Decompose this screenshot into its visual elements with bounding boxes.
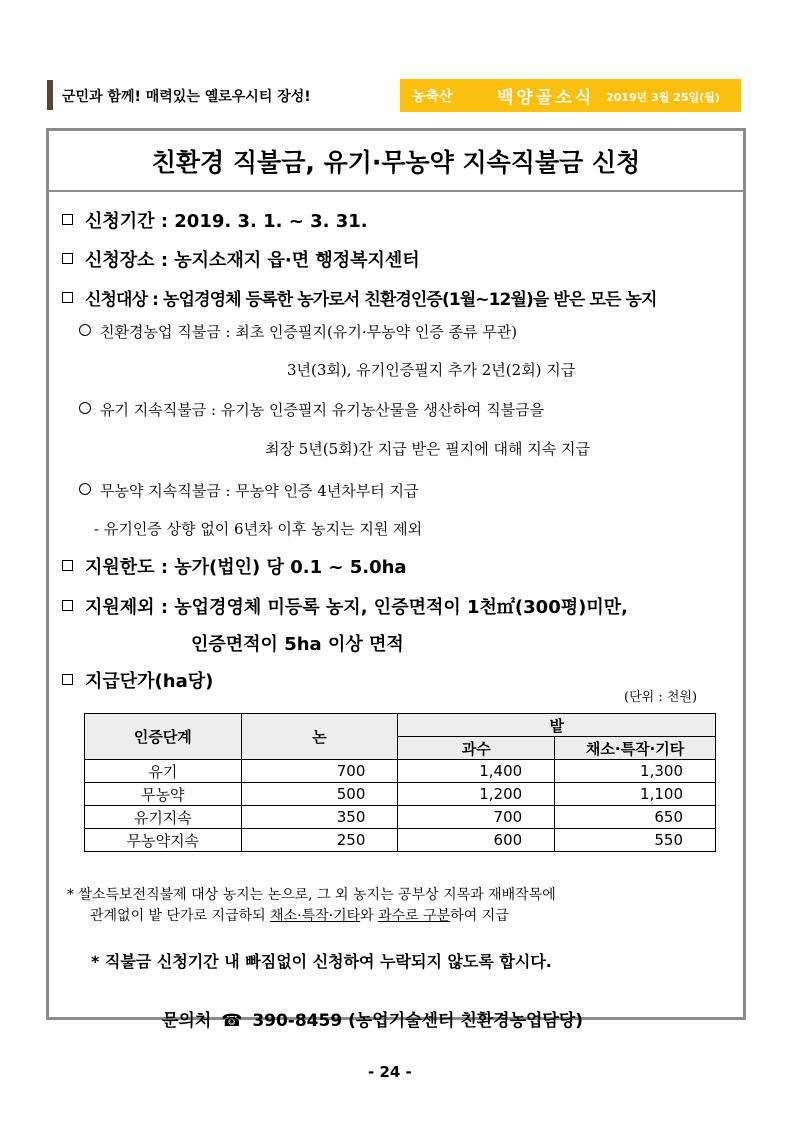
square-bullet-icon: [62, 292, 73, 303]
header-slogan: 군민과 함께! 매력있는 옐로우시티 장성!: [62, 89, 311, 105]
square-bullet-icon: [62, 253, 73, 264]
header-column-name: 백양골소식: [497, 88, 595, 108]
header-stage: 인증단계: [85, 714, 242, 760]
item-place: 신청장소 : 농지소재지 읍·면 행정복지센터: [62, 246, 420, 272]
item-period: 신청기간 : 2019. 3. 1. ~ 3. 31.: [62, 207, 368, 233]
payment-rate-table: [84, 713, 716, 852]
footnote-line-2: 관계없이 밭 단가로 지급하되 채소·특작·기타와 과수로 구분하여 지급: [90, 908, 509, 924]
header-paddy: 논: [241, 714, 398, 760]
header-field: 밭: [398, 714, 716, 737]
item-target: 신청대상 : 농업경영체 등록한 농가로서 친환경인증(1월~12월)을 받은 모든 농지: [62, 285, 657, 310]
page-number: - 24 -: [368, 1063, 412, 1081]
sub-item-eco-payment-cont: 3년(3회), 유기인증필지 추가 2년(2회) 지급: [287, 361, 576, 379]
circle-bullet-icon: [79, 402, 91, 414]
table-row: 무농약지속 250 600 550: [85, 829, 716, 852]
sub-item-organic-continued: 유기 지속직불금 : 유기농 인증필지 유기농산물을 생산하여 직불금을: [79, 399, 544, 420]
sub-item-exclusion-note: - 유기인증 상향 없이 6년차 이후 농지는 지원 제외: [94, 520, 423, 538]
item-limit: 지원한도 : 농가(법인) 당 0.1 ~ 5.0ha: [62, 553, 407, 579]
contact-label: 문의처: [162, 1011, 212, 1031]
sub-item-eco-payment: 친환경농업 직불금 : 최초 인증필지(유기·무농약 인증 종류 무관): [79, 321, 517, 342]
table-row: 유기 700 1,400 1,300: [85, 760, 716, 783]
phone-icon: ☎: [221, 1011, 243, 1031]
table-header-row: [85, 714, 716, 737]
reminder: * 직불금 신청기간 내 빠짐없이 신청하여 누락되지 않도록 합시다.: [91, 952, 552, 971]
contact-line: [162, 1006, 583, 1031]
table-row: 유기지속 350 700 650: [85, 806, 716, 829]
table-row: 무농약 500 1,200 1,100: [85, 783, 716, 806]
table-unit: (단위 : 천원): [624, 690, 698, 705]
item-rate: 지급단가(ha당): [62, 667, 213, 693]
square-bullet-icon: [62, 214, 73, 225]
circle-bullet-icon: [79, 324, 91, 336]
sub-item-organic-continued-cont: 최장 5년(5회)간 지급 받은 필지에 대해 지속 지급: [265, 440, 590, 458]
header-accent-bar: [47, 80, 53, 110]
square-bullet-icon: [62, 560, 73, 571]
footnote-line-1: * 쌀소득보전직불제 대상 농지는 논으로, 그 외 농지는 공부상 지목과 재배작목에: [67, 887, 556, 903]
sub-item-pesticide-free-continued: 무농약 지속직불금 : 무농약 인증 4년차부터 지급: [79, 480, 419, 501]
item-exclude: 지원제외 : 농업경영체 미등록 농지, 인증면적이 1천㎡(300평)미만,: [62, 593, 628, 619]
contact-dept: (농업기술센터 친환경농업담당): [348, 1011, 584, 1031]
circle-bullet-icon: [79, 483, 91, 495]
header-orchard: 과수: [398, 737, 555, 760]
item-exclude-cont: 인증면적이 5ha 이상 면적: [191, 634, 404, 655]
square-bullet-icon: [62, 674, 73, 685]
square-bullet-icon: [62, 600, 73, 611]
header-vegetable: 채소·특작·기타: [555, 737, 716, 760]
article-title: 친환경 직불금, 유기·무농약 지속직불금 신청: [151, 148, 641, 177]
contact-phone: 390-8459: [252, 1011, 343, 1031]
header-date: 2019년 3월 25일(월): [606, 91, 720, 104]
header-section: 농축산: [412, 89, 453, 105]
